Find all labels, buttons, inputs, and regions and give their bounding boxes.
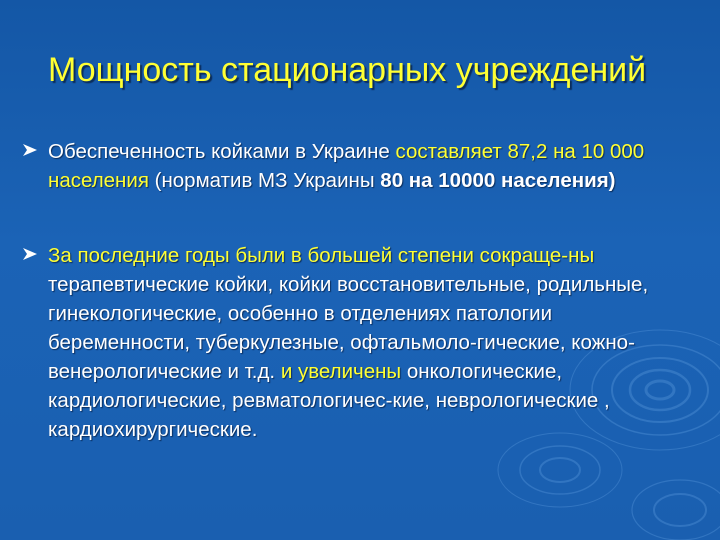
highlight-text: и увеличены xyxy=(280,360,402,383)
bullet-text-part: Обеспеченность койками в Украине xyxy=(48,140,396,163)
slide-title: Мощность стационарных учреждений xyxy=(48,51,647,89)
bullet-text-part: онкологические, кардиологические, ревматологичес-кие, неврологические , кардиохирургические. xyxy=(48,360,610,441)
bullet-text-part: ) xyxy=(608,169,616,192)
arrow-bullet-icon xyxy=(22,143,38,157)
bullet-item-bed-supply xyxy=(22,137,702,195)
bold-text: 80 на 10000 населения xyxy=(380,169,609,192)
highlight-text: За последние годы были в большей степени сокраще-ны xyxy=(48,244,595,267)
bullet-text-part: (норматив МЗ Украины xyxy=(148,169,381,192)
bullet-text-part: терапевтические койки, койки восстановительные, родильные, гинекологические, особенно в отделениях патологии беременности, туберкулезные, офтальмоло-гические, кожно-венерологические и т.д. xyxy=(48,273,649,383)
bullet-text xyxy=(48,137,698,195)
bullet-item-bed-changes xyxy=(22,241,702,444)
arrow-bullet-icon xyxy=(22,247,38,261)
highlight-text: составляет 87,2 на 10 000 населения xyxy=(48,140,645,192)
bullet-text xyxy=(48,241,698,444)
